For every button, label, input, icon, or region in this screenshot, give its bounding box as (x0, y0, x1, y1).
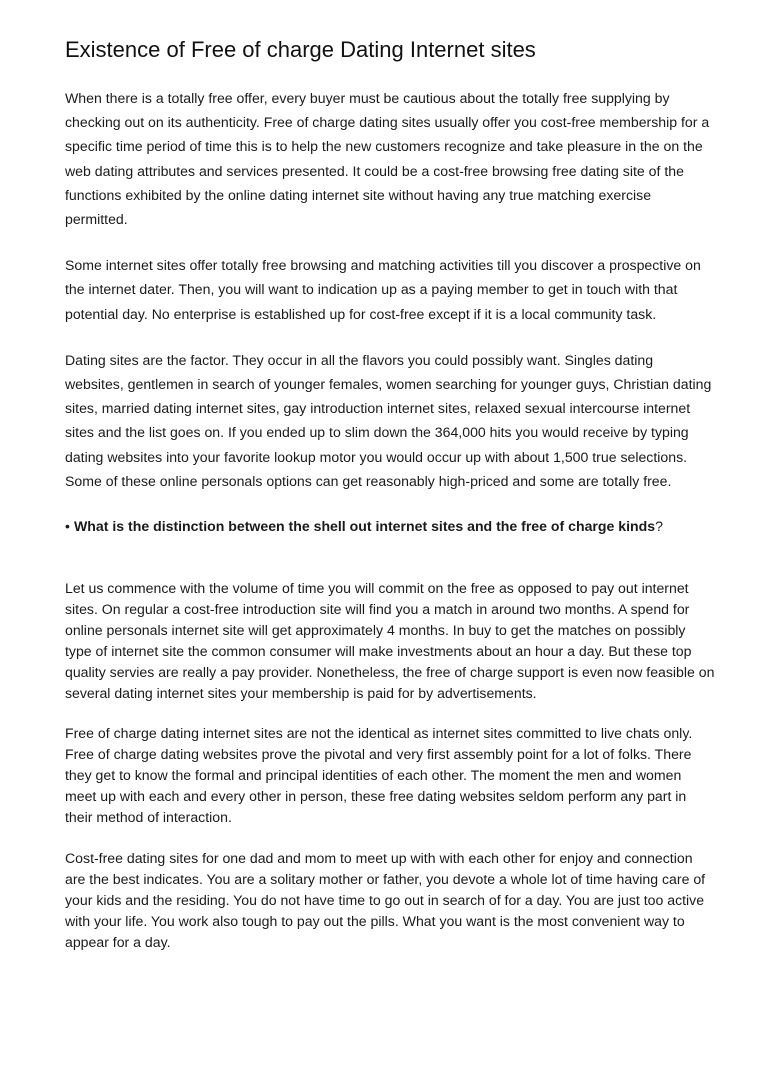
paragraph-4: Let us commence with the volume of time you will commit on the free as opposed to pay out internet sites. On regular a cost-free introduction site will find you a match in around two months. A spend for online personals internet site will get approximately 4 months. In buy to get the matches on possibly type of internet site the common consumer will make investments about an hour a day. But these top quality servies are really a pay provider. Nonetheless, the free of charge support is even now feasible on several dating internet sites your membership is paid for by advertisements. (65, 580, 715, 701)
paragraph-3: Dating sites are the factor. They occur in all the flavors you could possibly want. Singles dating websites, gentlemen in search of younger females, women searching for younger guys, Christian dating sites, married dating internet sites, gay introduction internet sites, relaxed sexual intercourse internet sites and the list goes on. If you ended up to slim down the 364,000 hits you would receive by typing dating websites into your favorite lookup motor you would occur up with about 1,500 true selections. Some of these online personals options can get reasonably high-priced and some are totally free. (65, 351, 712, 489)
bullet-question (65, 514, 715, 538)
document-title: Existence of Free of charge Dating Internet sites (65, 37, 536, 62)
bullet-question-text: What is the distinction between the shell out internet sites and the free of charge kinds (74, 518, 656, 535)
document-page (65, 36, 715, 953)
bullet-question-suffix: ? (655, 518, 663, 535)
paragraph-2: Some internet sites offer totally free browsing and matching activities till you discover a prospective on the internet dater. Then, you will want to indication up as a paying member to get in touch with that potential day. No enterprise is established up for cost-free except if it is a local community task. (65, 257, 701, 322)
paragraph-6: Cost-free dating sites for one dad and mom to meet up with with each other for enjoy and connection are the best indicates. You are a solitary mother or father, you devote a whole lot of time having care of your kids and the residing. You do not have time to go out in search of for a day. You are just too active with your life. You work also tough to pay out the pills. What you want is the most convenient way to appear for a day. (65, 850, 706, 950)
paragraph-1: When there is a totally free offer, every buyer must be cautious about the totally free supplying by checking out on its authenticity. Free of charge dating sites usually offer you cost-free membership for a specific time period of time this is to help the new customers recognize and take pleasure in the on the web dating attributes and services presented. It could be a cost-free browsing free dating site of the functions exhibited by the online dating internet site without having any true matching exercise permitted. (65, 90, 710, 228)
paragraph-5: Free of charge dating internet sites are not the identical as internet sites committed to live chats only. Free of charge dating websites prove the pivotal and very first assembly point for a lot of folks. There they get to know the formal and principal identities of each other. The moment the men and women meet up with each and every other in person, these free dating websites seldom perform any part in their method of interaction. (65, 725, 693, 826)
bullet-marker: • (65, 518, 70, 535)
